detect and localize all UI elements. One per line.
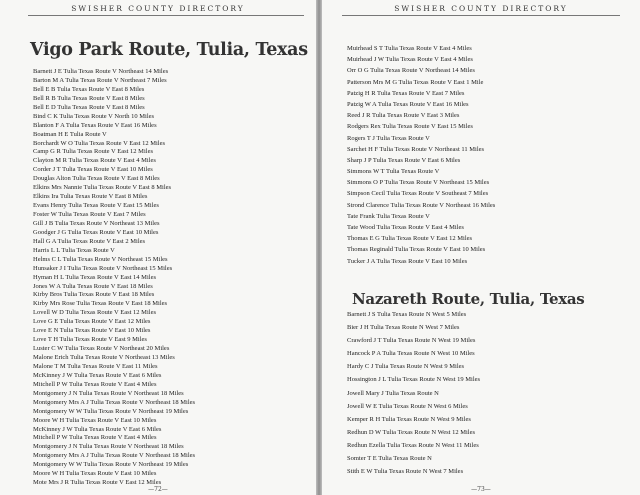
directory-entry: Patzig H R Tulia Texas Route V East 7 Miles xyxy=(347,89,465,97)
page-number: —72— xyxy=(148,486,168,493)
directory-entry: Bell R B Tulia Texas Route V East 8 Miles xyxy=(33,94,145,102)
vigo-park-entries xyxy=(33,68,195,488)
section-title-nazareth: Nazareth Route, Tulia, Texas xyxy=(352,290,585,308)
directory-entry: Tate Wood Tulia Texas Route V East 4 Miles xyxy=(347,224,464,231)
directory-entry: Barnett J E Tulia Texas Route V Northeast 14 Miles xyxy=(33,68,169,75)
directory-entry: Foster W Tulia Texas Route V East 7 Miles xyxy=(33,211,146,218)
directory-entry: Moore W H Tulia Texas Route V East 10 Miles xyxy=(33,470,157,478)
right-page xyxy=(322,0,640,495)
running-header: SWISHER COUNTY DIRECTORY xyxy=(71,4,245,13)
directory-entry: Mote Mrs J R Tulia Texas Route V East 12 Miles xyxy=(33,479,162,487)
directory-entry: Camp G R Tulia Texas Route V East 12 Miles xyxy=(33,148,153,156)
directory-entry: Clayton M R Tulia Texas Route V East 4 Miles xyxy=(33,157,156,165)
directory-entry: Barton M A Tulia Texas Route V Northeast 7 Miles xyxy=(33,76,167,84)
directory-entry: Evans Henry Tulia Texas Route V East 15 Miles xyxy=(33,202,159,210)
directory-entry: Kemper R H Tulia Texas Route N West 9 Miles xyxy=(347,415,471,423)
directory-entry: Love G E Tulia Texas Route V East 12 Miles xyxy=(33,318,151,326)
directory-entry: Malone Erich Tulia Texas Route V Northeast 13 Miles xyxy=(33,354,175,361)
directory-entry: Simmons O P Tulia Texas Route V Northeast 15 Miles xyxy=(347,179,490,187)
directory-entry: Crawford J T Tulia Texas Route N West 19 Miles xyxy=(347,337,476,345)
directory-entry: Bell E B Tulia Texas Route V East 8 Miles xyxy=(33,85,145,93)
directory-entry: Douglas Alton Tulia Texas Route V East 8 Miles xyxy=(33,175,160,183)
directory-entry: Hancock P A Tulia Texas Route N West 10 Miles xyxy=(347,350,475,358)
directory-entry: Montgomery W W Tulia Texas Route V Northeast 19 Miles xyxy=(33,407,189,415)
directory-entry: Mitchell P W Tulia Texas Route V East 4 Miles xyxy=(33,434,157,442)
directory-entry: Kirby Mrs Rose Tulia Texas Route V East 18 Miles xyxy=(33,300,168,308)
directory-entry: Jones W A Tulia Texas Route V East 18 Miles xyxy=(33,282,153,290)
directory-entry: Orr O G Tulia Texas Route V Northeast 14 Miles xyxy=(347,67,475,75)
directory-entry: Simmons W T Tulia Texas Route V xyxy=(347,168,440,176)
directory-entry: Bell E D Tulia Texas Route V East 8 Miles xyxy=(33,103,145,111)
directory-entry: Blanton F A Tulia Texas Route V East 16 Miles xyxy=(33,121,157,129)
directory-entry: Thomas E G Tulia Texas Route V East 12 Miles xyxy=(347,235,473,243)
directory-entry: Bier J H Tulia Texas Route N West 7 Miles xyxy=(347,324,460,332)
directory-entry: Patzig W A Tulia Texas Route V East 16 Miles xyxy=(347,100,469,108)
directory-entry: Stith E W Tulia Texas Route N West 7 Miles xyxy=(347,468,464,476)
nazareth-entries xyxy=(347,308,480,478)
directory-entry: Elkins Ira Tulia Texas Route V East 8 Miles xyxy=(33,193,148,201)
running-header: SWISHER COUNTY DIRECTORY xyxy=(394,4,568,13)
directory-entry: Strond Clarence Tulia Texas Route V Northeast 16 Miles xyxy=(347,201,496,209)
section-title-vigo-park: Vigo Park Route, Tulia, Texas xyxy=(30,40,308,60)
directory-entry: Corder J T Tulia Texas Route V East 10 Miles xyxy=(33,166,153,174)
directory-entry: Hall G A Tulia Texas Route V East 2 Miles xyxy=(33,237,146,245)
directory-entry: Helms C L Tulia Texas Route V Northeast 15 Miles xyxy=(33,255,168,263)
directory-entry: Moore W H Tulia Texas Route V East 10 Miles xyxy=(33,416,157,424)
directory-entry: Boatman H E Tulia Route V xyxy=(33,130,107,138)
directory-entry: Luster C W Tulia Texas Route V Northeast 20 Miles xyxy=(33,345,170,353)
directory-entry: Simpson Cecil Tulia Texas Route V Southeast 7 Miles xyxy=(347,190,489,198)
vigo-park-entries-continued xyxy=(347,43,495,267)
directory-entry: Elkins Mrs Nannie Tulia Texas Route V East 8 Miles xyxy=(33,184,172,192)
directory-entry: Mitchell P W Tulia Texas Route V East 4 Miles xyxy=(33,380,157,388)
header-rule xyxy=(28,15,304,16)
directory-entry: Kirby Bros Tulia Texas Route V East 18 Miles xyxy=(33,291,155,299)
directory-entry: Tucker J A Tulia Texas Route V East 10 Miles xyxy=(347,257,468,265)
header-rule xyxy=(342,15,620,16)
directory-entry: Gill J B Tulia Texas Route V Northeast 13 Miles xyxy=(33,219,160,227)
directory-entry: Montgomery W W Tulia Texas Route V Northeast 19 Miles xyxy=(33,461,189,469)
directory-entry: Thomas Reginald Tulia Texas Route V East 10 Miles xyxy=(347,246,486,254)
directory-entry: Goodger J G Tulia Texas Route V East 10 Miles xyxy=(33,228,159,236)
directory-entry: Reed J R Tulia Texas Route V East 3 Miles xyxy=(347,112,460,120)
directory-entry: Hossington J L Tulia Texas Route N West 19 Miles xyxy=(347,376,481,384)
directory-entry: Love E N Tulia Texas Route V East 10 Miles xyxy=(33,327,151,335)
directory-entry: Rodgers Rex Tulia Texas Route V East 15 Miles xyxy=(347,123,473,131)
directory-entry: Jowell W E Tulia Texas Route N West 6 Miles xyxy=(347,402,468,410)
directory-entry: Love T H Tulia Texas Route V East 9 Miles xyxy=(33,336,147,344)
directory-entry: Montgomery J N Tulia Texas Route V Northeast 18 Miles xyxy=(33,389,184,397)
directory-entry: Barnett J S Tulia Texas Route N West 5 Miles xyxy=(347,311,467,318)
directory-entry: Somter T E Tulia Texas Route N xyxy=(347,455,432,463)
directory-entry: Rogers T J Tulia Texas Route V xyxy=(347,134,430,142)
directory-entry: Redhun D W Tulia Texas Route N West 12 Miles xyxy=(347,428,476,436)
directory-entry: Sarchet H F Tulia Texas Route V Northeast 11 Miles xyxy=(347,145,485,153)
directory-entry: Muirhead S T Tulia Texas Route V East 4 Miles xyxy=(347,45,472,52)
directory-entry: Bind C K Tulia Texas Route V North 10 Miles xyxy=(33,112,155,120)
directory-entry: Hunsaker J I Tulia Texas Route V Northeast 15 Miles xyxy=(33,264,173,272)
directory-entry: Tate Frank Tulia Texas Route V xyxy=(347,212,430,220)
directory-entry: Sharp J P Tulia Texas Route V East 6 Miles xyxy=(347,156,461,164)
directory-entry: McKinney J W Tulia Texas Route V East 6 Miles xyxy=(33,425,162,433)
directory-entry: Hyman H L Tulia Texas Route V East 14 Miles xyxy=(33,273,156,281)
directory-entry: Hardy C J Tulia Texas Route N West 9 Miles xyxy=(347,363,465,371)
directory-entry: Muirhead J W Tulia Texas Route V East 4 Miles xyxy=(347,56,473,64)
directory-entry: McKinney J W Tulia Texas Route V East 6 Miles xyxy=(33,371,162,379)
directory-entry: Harris L L Tulia Texas Route V xyxy=(33,246,115,254)
directory-entry: Montgomery Mrs A J Tulia Texas Route V Northeast 18 Miles xyxy=(33,398,196,406)
page-number: —73— xyxy=(471,486,491,493)
directory-entry: Borchardt W O Tulia Texas Route V East 12 Miles xyxy=(33,139,166,147)
left-page xyxy=(0,0,316,495)
directory-entry: Montgomery J N Tulia Texas Route V Northeast 18 Miles xyxy=(33,443,184,451)
directory-entry: Patterson Mrs M G Tulia Texas Route V East 1 Mile xyxy=(347,78,484,86)
directory-entry: Malone T M Tulia Texas Route V East 11 Miles xyxy=(33,362,158,370)
directory-entry: Redhun Ezella Tulia Texas Route N West 11 Miles xyxy=(347,441,479,449)
directory-entry: Lovell W D Tulia Texas Route V East 12 Miles xyxy=(33,309,156,317)
directory-entry: Jowell Mary J Tulia Texas Route N xyxy=(347,389,439,397)
directory-entry: Montgomery Mrs A J Tulia Texas Route V Northeast 18 Miles xyxy=(33,452,196,460)
